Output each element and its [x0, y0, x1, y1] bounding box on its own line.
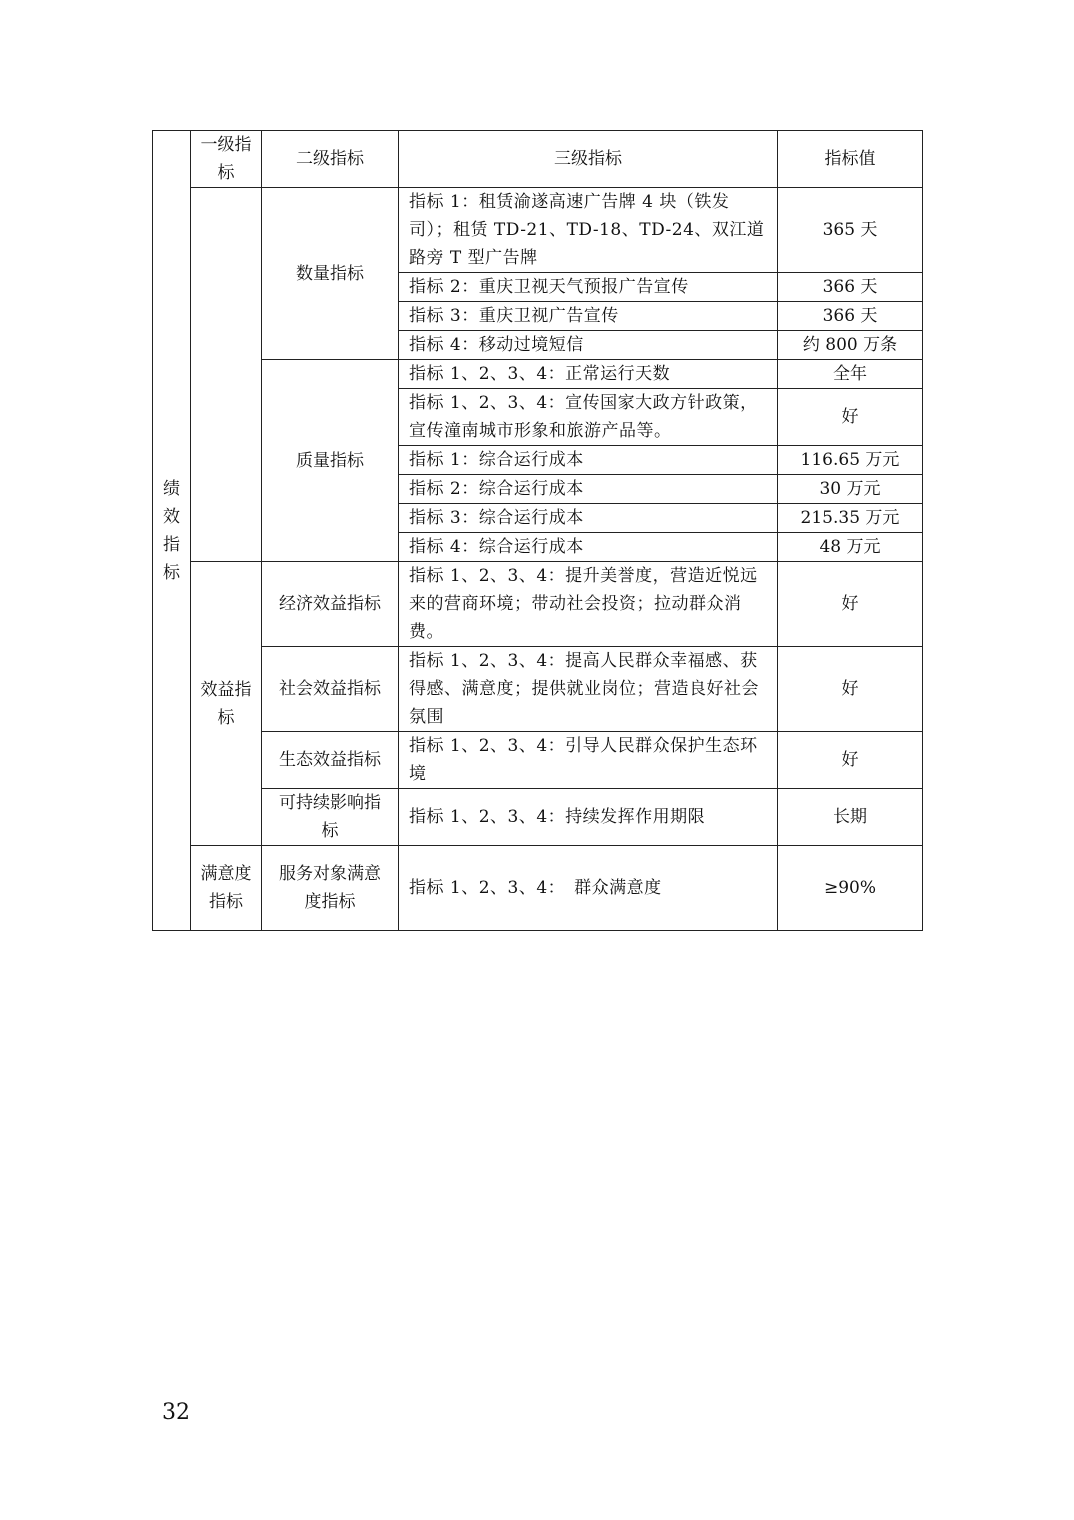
- category-label: 绩 效 指 标: [163, 478, 180, 583]
- level3-desc: 指标 2：重庆卫视天气预报广告宣传: [399, 273, 778, 302]
- indicator-value: 365 天: [778, 188, 923, 273]
- header-level1: 一级指标: [191, 131, 262, 188]
- indicator-value: 长期: [778, 789, 923, 846]
- performance-indicator-table: [152, 130, 923, 931]
- level3-desc: 指标 1、2、3、4：提高人民群众幸福感、获得感、满意度；提供就业岗位；营造良好社会氛围: [399, 647, 778, 732]
- level3-desc: 指标 1、2、3、4：宣传国家大政方针政策，宣传潼南城市形象和旅游产品等。: [399, 389, 778, 446]
- table-row: [153, 846, 923, 931]
- level2-service-satisfaction: 服务对象满意度指标: [262, 846, 399, 931]
- table-row: [153, 789, 923, 846]
- level3-desc: 指标 2：综合运行成本: [399, 475, 778, 504]
- header-level2: 二级指标: [262, 131, 399, 188]
- level2-economic: 经济效益指标: [262, 562, 399, 647]
- level3-desc: 指标 4：综合运行成本: [399, 533, 778, 562]
- indicator-value: 好: [778, 732, 923, 789]
- indicator-value: 215.35 万元: [778, 504, 923, 533]
- indicator-value: 48 万元: [778, 533, 923, 562]
- level3-desc: 指标 1：综合运行成本: [399, 446, 778, 475]
- table-row: [153, 562, 923, 647]
- level2-ecological: 生态效益指标: [262, 732, 399, 789]
- level3-desc: 指标 4：移动过境短信: [399, 331, 778, 360]
- level2-quantity: 数量指标: [262, 188, 399, 360]
- level3-desc: 指标 3：重庆卫视广告宣传: [399, 302, 778, 331]
- table-row: [153, 188, 923, 273]
- indicator-value: 30 万元: [778, 475, 923, 504]
- level1-output-blank: [191, 188, 262, 562]
- level3-desc: 指标 1：租赁渝遂高速广告牌 4 块（铁发司）；租赁 TD-21、TD-18、TD-24、双江道路旁 T 型广告牌: [399, 188, 778, 273]
- table-row: [153, 732, 923, 789]
- level3-desc: 指标 1、2、3、4：正常运行天数: [399, 360, 778, 389]
- indicator-value: 366 天: [778, 302, 923, 331]
- level3-desc: 指标 1、2、3、4：持续发挥作用期限: [399, 789, 778, 846]
- indicator-value: 366 天: [778, 273, 923, 302]
- indicator-value: 好: [778, 389, 923, 446]
- page-number: 32: [162, 1400, 190, 1425]
- level2-sustainable: 可持续影响指标: [262, 789, 399, 846]
- level2-quality: 质量指标: [262, 360, 399, 562]
- table-row: [153, 647, 923, 732]
- level3-desc: 指标 3：综合运行成本: [399, 504, 778, 533]
- indicator-value: 好: [778, 562, 923, 647]
- level3-desc: 指标 1、2、3、4：提升美誉度，营造近悦远来的营商环境；带动社会投资；拉动群众消费。: [399, 562, 778, 647]
- level1-satisfaction: 满意度指标: [191, 846, 262, 931]
- header-value: 指标值: [778, 131, 923, 188]
- indicator-value: 全年: [778, 360, 923, 389]
- category-cell: [153, 131, 191, 931]
- table-header-row: [153, 131, 923, 188]
- indicator-value: 116.65 万元: [778, 446, 923, 475]
- indicator-value: ≥90%: [778, 846, 923, 931]
- indicator-value: 约 800 万条: [778, 331, 923, 360]
- level1-benefit: 效益指标: [191, 562, 262, 846]
- header-level3: 三级指标: [399, 131, 778, 188]
- level3-desc: 指标 1、2、3、4： 群众满意度: [399, 846, 778, 931]
- level3-desc: 指标 1、2、3、4：引导人民群众保护生态环境: [399, 732, 778, 789]
- indicator-value: 好: [778, 647, 923, 732]
- level2-social: 社会效益指标: [262, 647, 399, 732]
- table-row: [153, 360, 923, 389]
